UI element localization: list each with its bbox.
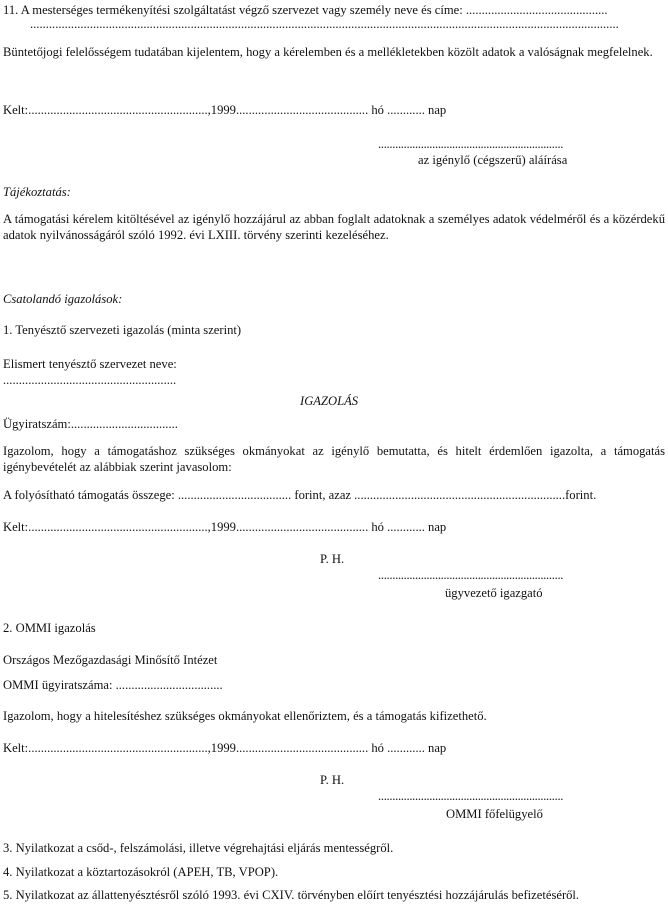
info-heading: Tájékoztatás: (3, 185, 71, 199)
kelt-line-3: Kelt:.........................................................,1999.......................................... hó ............ nap (3, 741, 447, 755)
signature-line-2: ................................................................. (378, 568, 564, 582)
ommi-file-number: OMMI ügyiratszáma: .................................. (3, 678, 223, 692)
item-11-label: 11. A mesterséges termékenyítési szolgáltatást végző szervezet vagy személy neve és címe: ............................................. (3, 3, 608, 17)
attachment-1-title: 1. Tenyésztő szervezeti igazolás (minta szerint) (3, 323, 242, 337)
ommi-institute-name: Országos Mezőgazdasági Minősítő Intézet (3, 653, 218, 667)
attachment-4: 4. Nyilatkozat a köztartozásokról (APEH, TB, VPOP). (3, 865, 279, 879)
signature-line-1: ................................................................. (378, 137, 564, 151)
kelt-line-2: Kelt:.........................................................,1999.......................................... hó ............ nap (3, 520, 447, 534)
certification-text-2: Igazolom, hogy a hitelesítéshez szükséges okmányokat ellenőriztem, és a támogatás kifizethető. (3, 709, 487, 723)
stamp-placeholder-2: P. H. (320, 773, 345, 787)
support-amount-line: A folyósítható támogatás összege: .................................... forint, azaz ...................................................................forint. (3, 488, 597, 502)
attachment-5: 5. Nyilatkozat az állattenyésztésről szóló 1993. évi CXIV. törvényben előírt tenyésztési hozzájárulás befizetéséről. (3, 888, 580, 902)
attachment-3: 3. Nyilatkozat a csőd-, felszámolási, illetve végrehajtási eljárás mentességről. (3, 841, 394, 855)
breeder-org-label: Elismert tenyésztő szervezet neve: (3, 357, 177, 371)
certification-text-1: Igazolom, hogy a támogatáshoz szükséges okmányokat az igénylő bemutatta, és hitelt érdemlően igazolta, a támogatás igénybevételét az alábbiak szerint javasolom: (3, 444, 665, 474)
attachment-2-title: 2. OMMI igazolás (3, 621, 96, 635)
attachments-heading: Csatolandó igazolások: (3, 292, 123, 306)
stamp-placeholder-1: P. H. (320, 552, 345, 566)
item-11-continuation: ........................................................................................................................................................................................... (30, 17, 619, 31)
signature-label-2: ügyvezető igazgató (445, 586, 543, 600)
kelt-line-1: Kelt:.........................................................,1999.......................................... hó ............ nap (3, 103, 447, 117)
signature-label-3: OMMI főfelügyelő (446, 807, 543, 821)
breeder-org-line: ....................................................... (3, 373, 177, 387)
signature-line-3: ................................................................. (378, 789, 564, 803)
info-text: A támogatási kérelem kitöltésével az igénylő hozzájárul az abban foglalt adatoknak a személyes adatok védelméről és a közérdekű adatok nyilvánosságáról szóló 1992. évi LXIII. törvény szerinti kezeléséhez. (3, 212, 665, 242)
signature-label-1: az igénylő (cégszerű) aláírása (418, 153, 568, 167)
file-number-1: Ügyiratszám:.................................. (3, 417, 178, 431)
certificate-title: IGAZOLÁS (300, 394, 359, 408)
declaration-text: Büntetőjogi felelősségem tudatában kijelentem, hogy a kérelemben és a mellékletekben közölt adatok a valóságnak megfelelnek. (3, 45, 653, 59)
